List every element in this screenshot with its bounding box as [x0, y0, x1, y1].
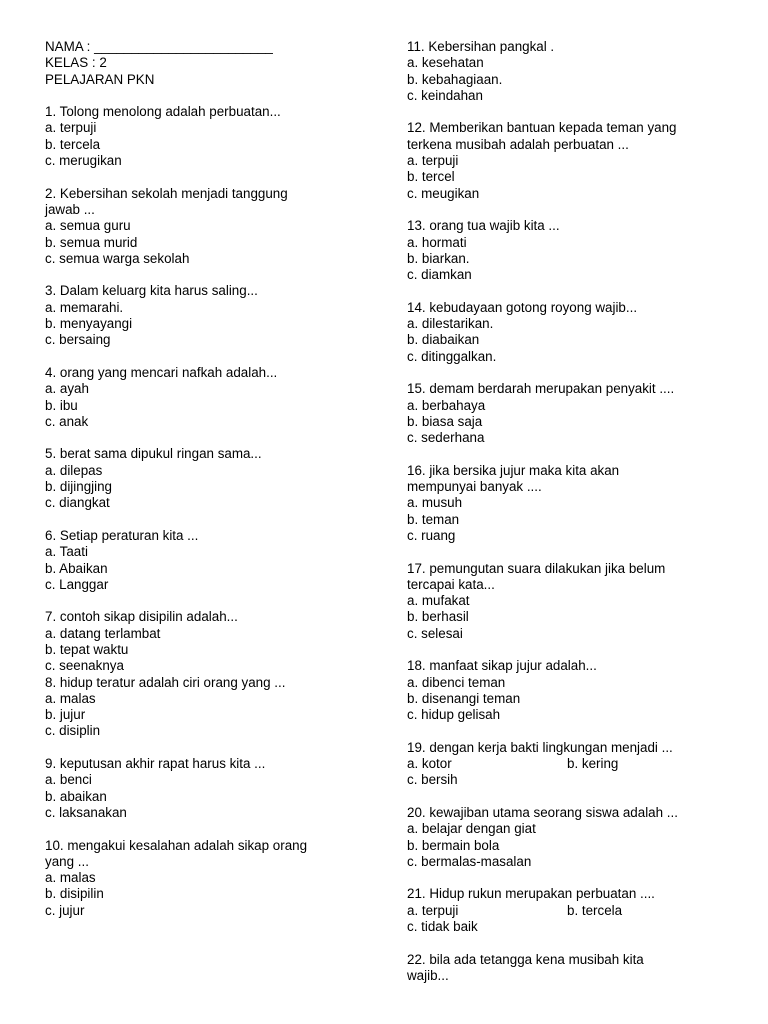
- option-text: c. diamkan: [407, 267, 472, 283]
- option-text: b. menyayangi: [45, 316, 133, 332]
- option-text: a. musuh: [407, 495, 463, 511]
- question-text: mempunyai banyak ....: [407, 479, 542, 495]
- spacer: [407, 870, 727, 886]
- right-questions: [407, 39, 727, 984]
- option-row: [407, 903, 727, 919]
- question-block: [45, 756, 365, 837]
- question-text: 2. Kebersihan sekolah menjadi tanggung: [45, 185, 288, 201]
- subject-label: PELAJARAN PKN: [45, 71, 155, 87]
- option-text: a. semua guru: [45, 218, 131, 234]
- question-text: 1. Tolong menolong adalah perbuatan...: [45, 104, 281, 120]
- spacer: [45, 430, 365, 446]
- question-block: [45, 609, 365, 674]
- question-text: 13. orang tua wajib kita ...: [407, 218, 560, 234]
- option-text: c. selesai: [407, 625, 463, 641]
- question-text: 16. jika bersika jujur maka kita akan: [407, 462, 620, 478]
- option-text: b. disenangi teman: [407, 690, 521, 706]
- question-text: 8. hidup teratur adalah ciri orang yang ...: [45, 674, 286, 690]
- question-text: 4. orang yang mencari nafkah adalah...: [45, 364, 278, 380]
- option-text: a. dilepas: [45, 462, 103, 478]
- question-block: [407, 886, 727, 951]
- spacer: [45, 169, 365, 185]
- option-text: c. anak: [45, 413, 89, 429]
- question-block: [45, 528, 365, 609]
- spacer: [407, 723, 727, 739]
- question-text: 5. berat sama dipukul ringan sama...: [45, 446, 262, 462]
- question-text: 3. Dalam keluarg kita harus saling...: [45, 283, 258, 299]
- option-text: c. hidup gelisah: [407, 707, 501, 723]
- option-text: b. diabaikan: [407, 332, 480, 348]
- option-row: [407, 756, 727, 772]
- question-block: [407, 218, 727, 299]
- option-text: b. semua murid: [45, 234, 138, 250]
- question-block: [407, 381, 727, 462]
- option-text: b. tercela: [567, 902, 623, 918]
- option-text: a. terpuji: [407, 902, 459, 918]
- question-text: wajib...: [407, 967, 449, 983]
- option-text: a. kotor: [407, 756, 452, 772]
- question-text: jawab ...: [45, 201, 95, 217]
- option-text: a. ayah: [45, 381, 89, 397]
- option-text: b. tepat waktu: [45, 641, 129, 657]
- spacer: [45, 267, 365, 283]
- option-text: b. ibu: [45, 397, 78, 413]
- option-text: a. dibenci teman: [407, 674, 506, 690]
- question-text: tercapai kata...: [407, 576, 495, 592]
- option-text: c. sederhana: [407, 430, 485, 446]
- option-text: a. kesehatan: [407, 55, 484, 71]
- option-text: c. tidak baik: [407, 919, 478, 935]
- question-text: 14. kebudayaan gotong royong wajib...: [407, 299, 638, 315]
- option-text: c. meugikan: [407, 185, 480, 201]
- option-text: a. benci: [45, 772, 92, 788]
- question-text: 22. bila ada tetangga kena musibah kita: [407, 951, 644, 967]
- spacer: [45, 593, 365, 609]
- question-block: [407, 952, 727, 985]
- option-text: c. ruang: [407, 527, 456, 543]
- option-text: b. biasa saja: [407, 413, 483, 429]
- option-text: a. berbahaya: [407, 397, 486, 413]
- question-text: 20. kewajiban utama seorang siswa adalah ...: [407, 804, 678, 820]
- option-text: a. belajar dengan giat: [407, 821, 536, 837]
- option-text: c. semua warga sekolah: [45, 250, 190, 266]
- question-text: 18. manfaat sikap jujur adalah...: [407, 658, 597, 674]
- question-block: [407, 463, 727, 561]
- question-text: 6. Setiap peraturan kita ...: [45, 527, 199, 543]
- question-text: yang ...: [45, 853, 89, 869]
- question-text: 9. keputusan akhir rapat harus kita ...: [45, 756, 266, 772]
- question-block: [407, 300, 727, 381]
- question-text: terkena musibah adalah perbuatan ...: [407, 136, 629, 152]
- spacer: [407, 446, 727, 462]
- question-block: [407, 120, 727, 218]
- option-text: b. kebahagiaan.: [407, 71, 503, 87]
- option-text: a. datang terlambat: [45, 625, 161, 641]
- spacer: [407, 202, 727, 218]
- left-column: [45, 39, 365, 919]
- option-text: c. disiplin: [45, 723, 101, 739]
- spacer: [407, 789, 727, 805]
- spacer: [45, 88, 365, 104]
- option-text: b. biarkan.: [407, 250, 470, 266]
- class-label: KELAS : 2: [45, 55, 107, 71]
- question-block: [45, 675, 365, 756]
- question-text: 7. contoh sikap disipilin adalah...: [45, 609, 238, 625]
- spacer: [407, 104, 727, 120]
- spacer: [45, 740, 365, 756]
- question-block: [45, 365, 365, 446]
- option-text: c. ditinggalkan.: [407, 348, 497, 364]
- option-text: c. laksanakan: [45, 804, 127, 820]
- option-text: c. bersih: [407, 772, 458, 788]
- option-text: b. bermain bola: [407, 837, 500, 853]
- option-text: a. terpuji: [407, 153, 459, 169]
- option-text: b. disipilin: [45, 886, 104, 902]
- option-text: b. Abaikan: [45, 560, 108, 576]
- option-text: a. terpuji: [45, 120, 97, 136]
- option-text: a. malas: [45, 870, 96, 886]
- option-text: b. berhasil: [407, 609, 469, 625]
- question-block: [407, 561, 727, 659]
- option-text: b. jujur: [45, 707, 86, 723]
- question-block: [45, 186, 365, 284]
- question-text: 19. dengan kerja bakti lingkungan menjadi ...: [407, 739, 673, 755]
- option-text: a. memarahi.: [45, 299, 124, 315]
- option-text: c. bermalas-masalan: [407, 853, 532, 869]
- option-text: b. tercela: [45, 136, 101, 152]
- spacer: [407, 935, 727, 951]
- question-text: 15. demam berdarah merupakan penyakit ....: [407, 381, 675, 397]
- spacer: [45, 821, 365, 837]
- option-text: a. malas: [45, 690, 96, 706]
- option-text: a. Taati: [45, 544, 88, 560]
- name-field-label: NAMA : ________________________: [45, 39, 273, 54]
- spacer: [45, 349, 365, 365]
- option-text: a. hormati: [407, 234, 467, 250]
- question-block: [407, 39, 727, 120]
- option-text: c. bersaing: [45, 332, 111, 348]
- option-text: c. diangkat: [45, 495, 110, 511]
- question-block: [45, 283, 365, 364]
- question-text: 10. mengakui kesalahan adalah sikap orang: [45, 837, 308, 853]
- option-text: c. Langgar: [45, 576, 109, 592]
- spacer: [407, 544, 727, 560]
- option-text: b. tercel: [407, 169, 455, 185]
- question-text: 21. Hidup rukun merupakan perbuatan ....: [407, 886, 655, 902]
- option-text: b. abaikan: [45, 788, 107, 804]
- option-text: b. kering: [567, 756, 619, 772]
- question-block: [45, 446, 365, 527]
- question-text: 17. pemungutan suara dilakukan jika belum: [407, 560, 666, 576]
- option-text: b. teman: [407, 511, 460, 527]
- question-block: [407, 805, 727, 886]
- question-block: [45, 838, 365, 919]
- spacer: [407, 365, 727, 381]
- option-text: c. jujur: [45, 902, 85, 918]
- option-text: c. merugikan: [45, 153, 122, 169]
- option-text: a. mufakat: [407, 593, 470, 609]
- right-column: [407, 39, 727, 984]
- spacer: [407, 642, 727, 658]
- option-text: c. keindahan: [407, 87, 483, 103]
- question-text: 11. Kebersihan pangkal .: [407, 39, 555, 54]
- left-questions: [45, 104, 365, 919]
- option-text: b. dijingjing: [45, 479, 112, 495]
- option-text: c. seenaknya: [45, 658, 124, 674]
- question-block: [407, 658, 727, 739]
- question-text: 12. Memberikan bantuan kepada teman yang: [407, 120, 677, 136]
- option-text: a. dilestarikan.: [407, 316, 494, 332]
- question-block: [407, 740, 727, 805]
- question-block: [45, 104, 365, 185]
- spacer: [407, 283, 727, 299]
- spacer: [45, 512, 365, 528]
